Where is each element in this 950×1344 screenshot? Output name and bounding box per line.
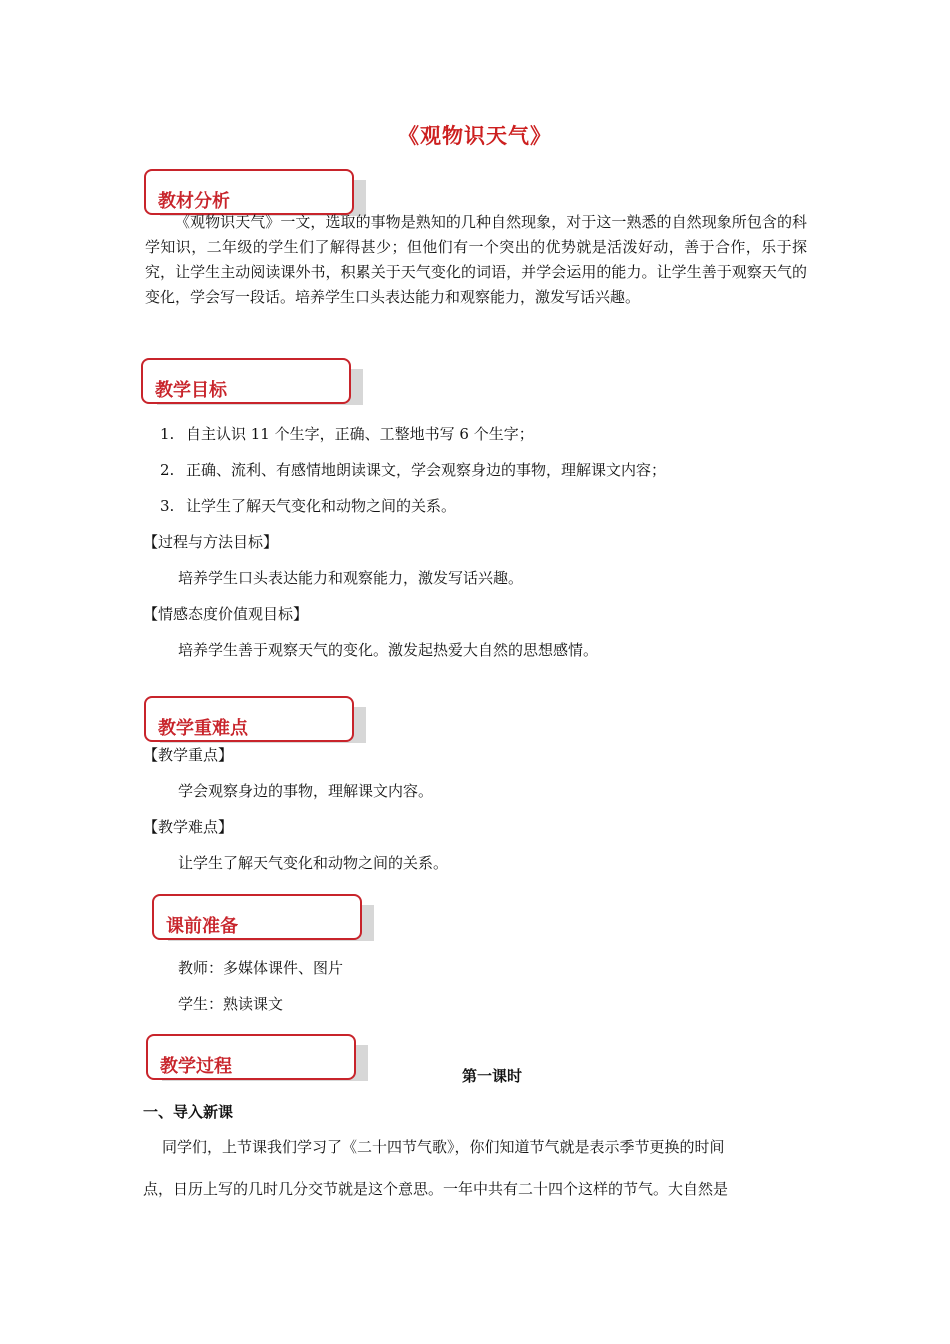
analysis-paragraph: 《观物识天气》一文，选取的事物是熟知的几种自然现象，对于这一熟悉的自然现象所包含的科学知识，二年级的学生们了解得甚少；但他们有一个突出的优势就是活泼好动，善于合作，乐于探究，让学生主动阅读课外书，积累关于天气变化的词语，并学会运用的能力。让学生善于观察天气的变化，学会写一段话。培养学生口头表达能力和观察能力，激发写话兴趣。 [145,213,807,306]
key-point-text: 学会观察身边的事物，理解课文内容。 [178,782,434,800]
step-1-heading: 一、导入新课 [143,1103,234,1121]
preparation-student: 学生：熟读课文 [178,995,284,1013]
process-goal-text: 培养学生口头表达能力和观察能力，激发写话兴趣。 [178,569,524,587]
section-preparation-label: 课前准备 [166,916,238,937]
intro-line-2: 点，日历上写的几时几分交节就是这个意思。一年中共有二十四个这样的节气。大自然是 [143,1180,729,1198]
difficult-point-text: 让学生了解天气变化和动物之间的关系。 [178,854,449,872]
section-process-header [146,1034,356,1078]
section-analysis-label: 教材分析 [158,191,230,212]
goal-item-1: 1. 自主认识 11 个生字，正确、工整地书写 6 个生字； [160,425,534,443]
difficult-point-heading: 【教学难点】 [143,818,234,836]
section-process-label: 教学过程 [160,1056,232,1077]
process-goal-heading: 【过程与方法目标】 [143,533,279,551]
goal-item-2: 2. 正确、流利、有感情地朗读课文，学会观察身边的事物，理解课文内容； [160,461,667,479]
section-preparation-header [152,894,362,938]
document-title: 《观物识天气》 [398,124,552,148]
preparation-teacher: 教师：多媒体课件、图片 [178,959,344,977]
section-keypoints-label: 教学重难点 [158,718,248,739]
intro-line-1: 同学们，上节课我们学习了《二十四节气歌》，你们知道节气就是表示季节更换的时间 [162,1138,725,1156]
section-keypoints-header [144,696,354,740]
emotion-goal-text: 培养学生善于观察天气的变化。激发起热爱大自然的思想感情。 [178,641,599,659]
key-point-heading: 【教学重点】 [143,746,234,764]
goal-item-3: 3. 让学生了解天气变化和动物之间的关系。 [160,497,457,515]
section-analysis-header [144,169,354,213]
emotion-goal-heading: 【情感态度价值观目标】 [143,605,309,623]
section-goals-label: 教学目标 [155,380,227,401]
section-goals-header [141,358,351,402]
lesson-heading: 第一课时 [462,1067,523,1085]
